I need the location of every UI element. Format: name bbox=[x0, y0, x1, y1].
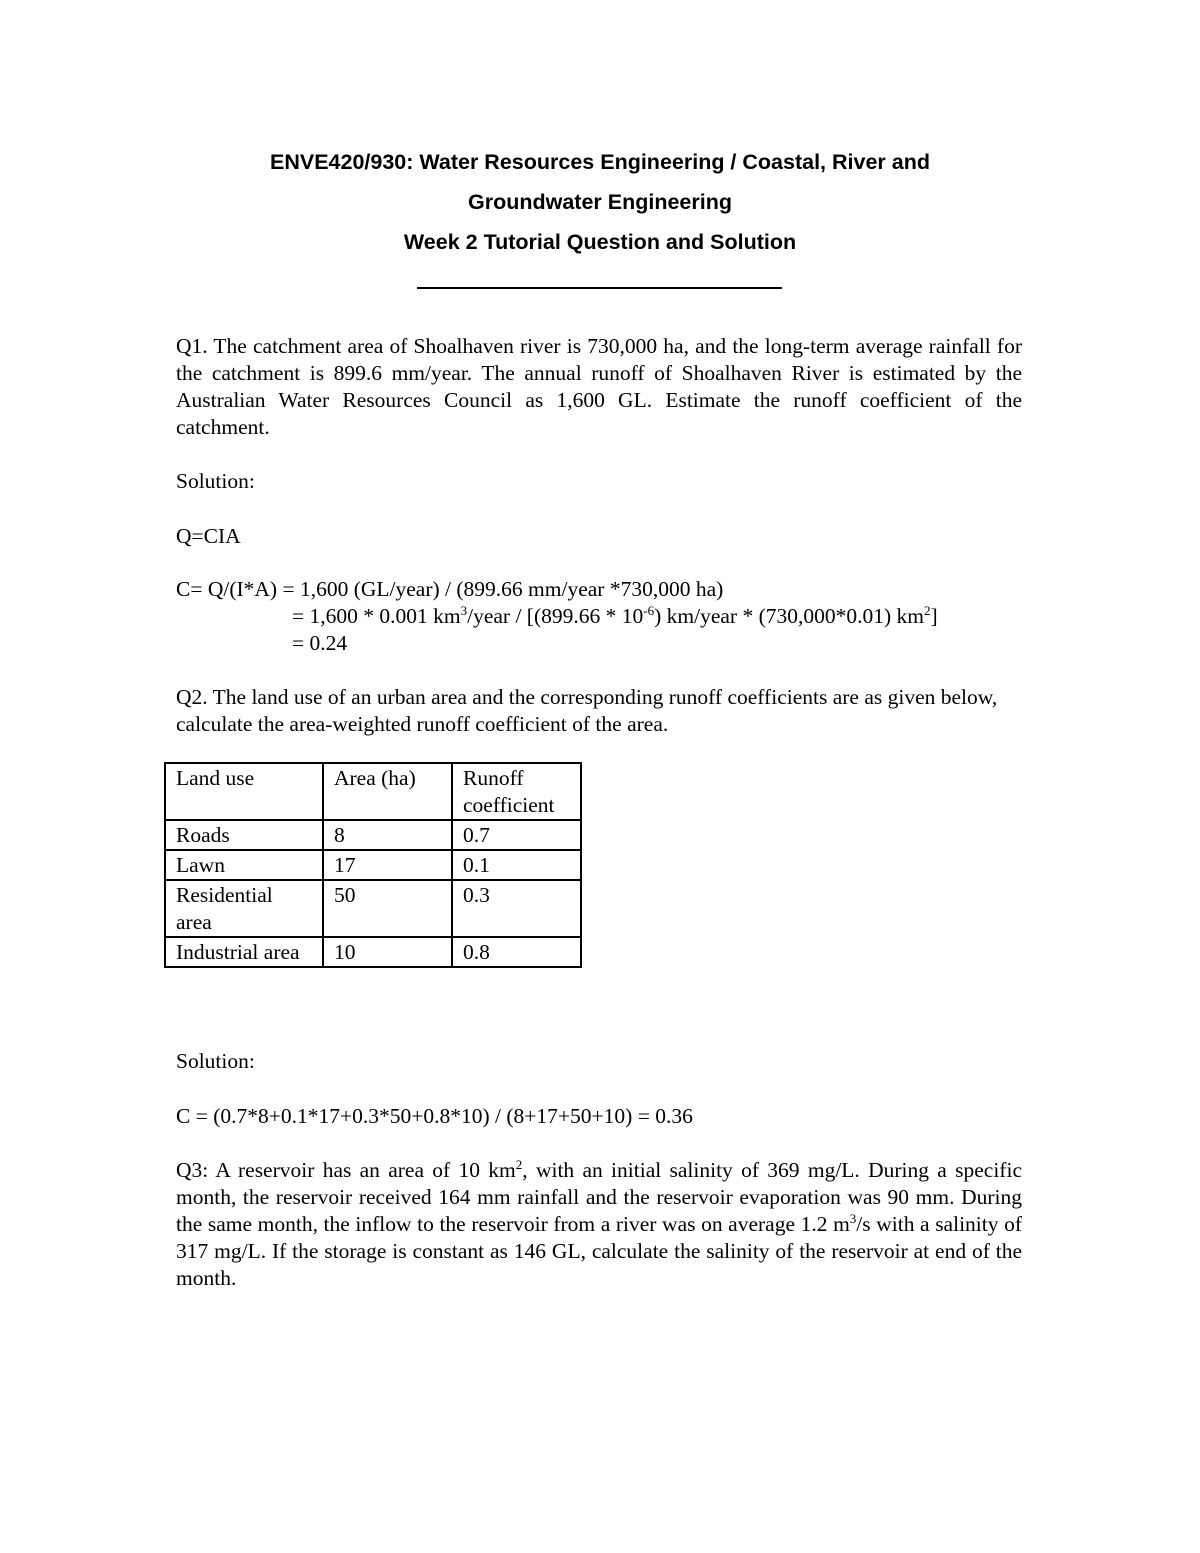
document-title-line-1: ENVE420/930: Water Resources Engineering / Coastal, River and bbox=[270, 150, 930, 174]
table-cell: 0.7 bbox=[452, 820, 581, 850]
document-title-line-2: Groundwater Engineering bbox=[468, 190, 732, 214]
q1-equation-1: Q=CIA bbox=[176, 524, 241, 548]
q2-question: Q2. The land use of an urban area and the corresponding runoff coefficients are as given below, calculate the area-weighted runoff coefficient of the area. bbox=[176, 685, 998, 736]
table-row bbox=[165, 937, 581, 967]
q3-question: Q3: A reservoir has an area of 10 $km^2$, with an initial salinity of 369 mg/L. During a specific month, the reservoir received 164 mm rainfall and the reservoir evaporation was 90 mm. During the same month, the inflow to the reservoir from a river was on average 1.2 $m^3/s$ with a salinity of 317 mg/L. If the storage is constant as 146 GL, calculate the salinity of the reservoir at end of the month. bbox=[176, 1156, 1023, 1290]
table-cell: 0.1 bbox=[452, 850, 581, 880]
q2-equation-1: C = (0.7*8+0.1*17+0.3*50+0.8*10) / (8+17+50+10) = 0.36 bbox=[176, 1104, 693, 1128]
document-subtitle: Week 2 Tutorial Question and Solution bbox=[403, 230, 797, 254]
table-cell: 0.8 bbox=[452, 937, 581, 967]
table-cell: 10 bbox=[323, 937, 452, 967]
table-cell: 8 bbox=[323, 820, 452, 850]
q1-solution-label: Solution: bbox=[176, 469, 255, 493]
table-row bbox=[165, 850, 581, 880]
land-use-table bbox=[164, 762, 582, 968]
table-cell: Roads bbox=[165, 820, 323, 850]
q1-equation-2: C= Q/(I*A) = 1,600 (GL/year) / (899.66 mm/year *730,000 ha) bbox=[176, 577, 724, 601]
table-cell: Residential area bbox=[165, 880, 323, 937]
table-cell: 0.3 bbox=[452, 880, 581, 937]
q1-equation-3: = 1,600 * 0.001 $km^3$/year / [$(899.66 * 10^{-6})$ km/year * (730,000*0.01) $km^2$] bbox=[292, 602, 938, 628]
q1-equation-4: = 0.24 bbox=[292, 631, 348, 655]
table-cell: 17 bbox=[323, 850, 452, 880]
table-header-cell: Runoff coefficient bbox=[452, 763, 581, 820]
q2-solution-label: Solution: bbox=[176, 1049, 255, 1073]
table-row bbox=[165, 880, 581, 937]
table-header-cell: Land use bbox=[165, 763, 323, 820]
table-header-row bbox=[165, 763, 581, 820]
table-cell: Industrial area bbox=[165, 937, 323, 967]
table-cell: Lawn bbox=[165, 850, 323, 880]
table-header-cell: Area (ha) bbox=[323, 763, 452, 820]
table-cell: 50 bbox=[323, 880, 452, 937]
q1-question: Q1. The catchment area of Shoalhaven river is 730,000 ha, and the long-term average rainfall for the catchment is 899.6 mm/year. The annual runoff of Shoalhaven River is estimated by the Australian Water Resources Council as 1,600 GL. Estimate the runoff coefficient of the catchment. bbox=[176, 334, 1022, 439]
document-header bbox=[160, 142, 1040, 262]
table-row bbox=[165, 820, 581, 850]
title-divider bbox=[417, 287, 782, 289]
